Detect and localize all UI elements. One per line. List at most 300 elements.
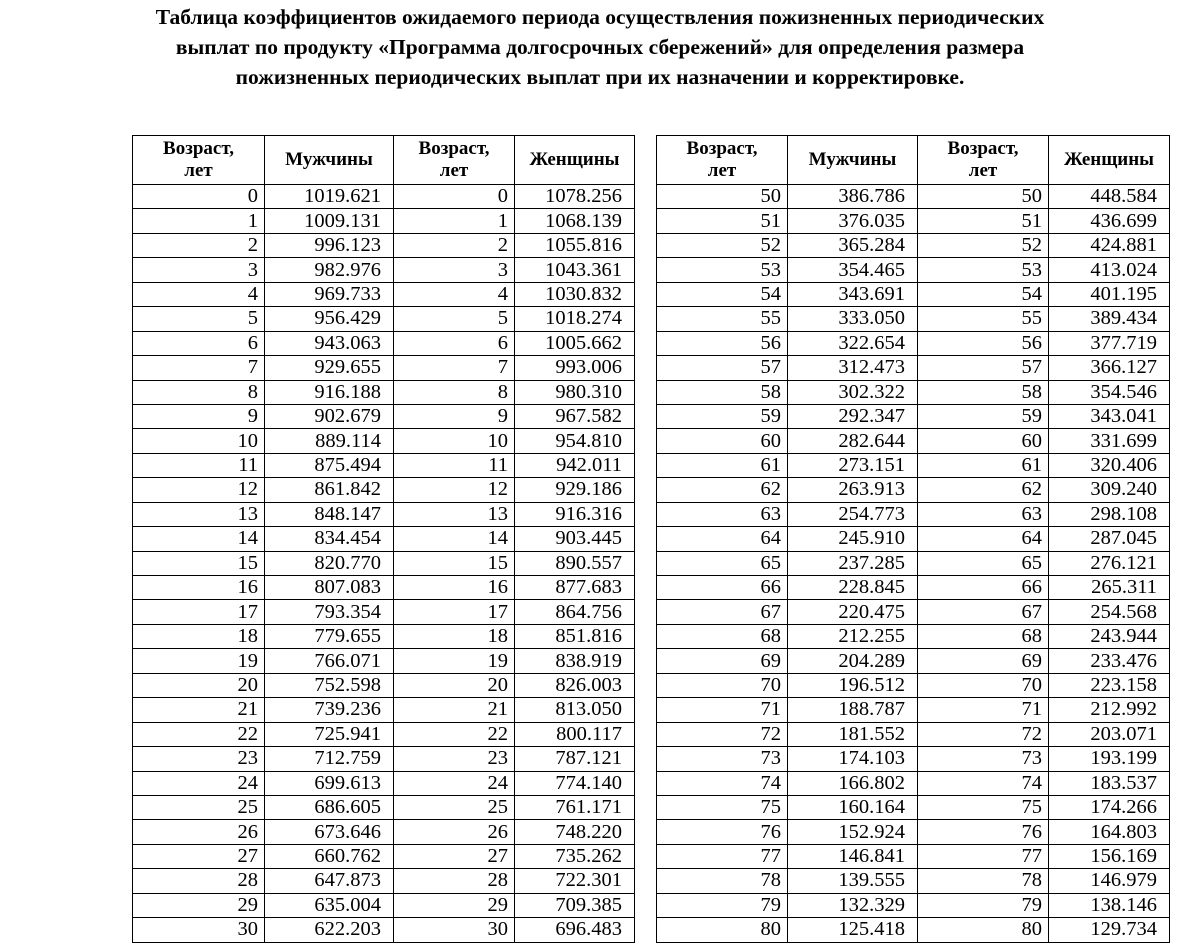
age-women-cell: 53 — [918, 258, 1049, 282]
age-women-cell: 51 — [918, 209, 1049, 233]
age-men-cell: 72 — [657, 722, 788, 746]
age-women-cell: 67 — [918, 600, 1049, 624]
table-row — [657, 747, 1170, 771]
age-men-cell: 7 — [133, 356, 265, 380]
women-coefficient-cell: 354.546 — [1049, 380, 1170, 404]
age-men-cell: 4 — [133, 282, 265, 306]
age-women-cell: 16 — [394, 576, 515, 600]
women-coefficient-cell: 735.262 — [515, 844, 635, 868]
women-coefficient-cell: 129.734 — [1049, 918, 1170, 942]
age-men-cell: 61 — [657, 453, 788, 477]
table-row — [657, 600, 1170, 624]
age-women-cell: 27 — [394, 844, 515, 868]
age-men-cell: 68 — [657, 624, 788, 648]
men-header: Мужчины — [788, 136, 918, 185]
women-coefficient-cell: 864.756 — [515, 600, 635, 624]
age-men-cell: 18 — [133, 624, 265, 648]
age-men-cell: 69 — [657, 649, 788, 673]
table-row — [657, 795, 1170, 819]
age-men-cell: 27 — [133, 844, 265, 868]
table-row — [133, 747, 635, 771]
age-women-cell: 59 — [918, 404, 1049, 428]
women-coefficient-cell: 800.117 — [515, 722, 635, 746]
age-women-cell: 10 — [394, 429, 515, 453]
age-header-label: Возраст, — [163, 138, 234, 159]
age-women-cell: 17 — [394, 600, 515, 624]
men-coefficient-cell: 647.873 — [265, 869, 394, 893]
age-women-cell: 54 — [918, 282, 1049, 306]
age-men-cell: 14 — [133, 527, 265, 551]
age-men-cell: 2 — [133, 233, 265, 257]
women-coefficient-cell: 993.006 — [515, 356, 635, 380]
table-row — [657, 429, 1170, 453]
age-men-cell: 67 — [657, 600, 788, 624]
age-men-cell: 12 — [133, 478, 265, 502]
men-coefficient-cell: 752.598 — [265, 673, 394, 697]
table-row — [133, 673, 635, 697]
age-women-cell: 3 — [394, 258, 515, 282]
age-women-cell: 24 — [394, 771, 515, 795]
age-men-cell: 11 — [133, 453, 265, 477]
women-coefficient-cell: 448.584 — [1049, 185, 1170, 209]
women-coefficient-cell: 813.050 — [515, 698, 635, 722]
age-women-cell: 19 — [394, 649, 515, 673]
men-coefficient-cell: 779.655 — [265, 624, 394, 648]
age-men-cell: 9 — [133, 404, 265, 428]
age-women-cell: 29 — [394, 893, 515, 917]
women-coefficient-cell: 916.316 — [515, 502, 635, 526]
table-row — [657, 502, 1170, 526]
women-coefficient-cell: 1018.274 — [515, 307, 635, 331]
table-row — [657, 282, 1170, 306]
table-row — [133, 356, 635, 380]
age-men-cell: 25 — [133, 795, 265, 819]
age-women-cell: 58 — [918, 380, 1049, 404]
header-row — [133, 136, 635, 185]
table-row — [657, 893, 1170, 917]
men-coefficient-cell: 766.071 — [265, 649, 394, 673]
age-women-cell: 75 — [918, 795, 1049, 819]
age-men-cell: 22 — [133, 722, 265, 746]
age-men-cell: 80 — [657, 918, 788, 942]
age-women-cell: 64 — [918, 527, 1049, 551]
women-coefficient-cell: 320.406 — [1049, 453, 1170, 477]
men-coefficient-cell: 302.322 — [788, 380, 918, 404]
table-row — [133, 282, 635, 306]
men-coefficient-cell: 982.976 — [265, 258, 394, 282]
men-coefficient-cell: 889.114 — [265, 429, 394, 453]
men-coefficient-cell: 166.802 — [788, 771, 918, 795]
age-women-cell: 63 — [918, 502, 1049, 526]
age-men-cell: 56 — [657, 331, 788, 355]
men-coefficient-cell: 660.762 — [265, 844, 394, 868]
table-row — [657, 527, 1170, 551]
women-coefficient-cell: 233.476 — [1049, 649, 1170, 673]
age-women-cell: 4 — [394, 282, 515, 306]
table-row — [657, 380, 1170, 404]
age-women-cell: 62 — [918, 478, 1049, 502]
table-row — [133, 649, 635, 673]
men-coefficient-cell: 181.552 — [788, 722, 918, 746]
women-coefficient-cell: 309.240 — [1049, 478, 1170, 502]
men-coefficient-cell: 228.845 — [788, 576, 918, 600]
table-row — [133, 185, 635, 209]
men-coefficient-cell: 263.913 — [788, 478, 918, 502]
table-row — [133, 893, 635, 917]
men-coefficient-cell: 807.083 — [265, 576, 394, 600]
men-coefficient-cell: 635.004 — [265, 893, 394, 917]
age-women-cell: 6 — [394, 331, 515, 355]
table-row — [657, 649, 1170, 673]
age-men-cell: 79 — [657, 893, 788, 917]
age-women-cell: 7 — [394, 356, 515, 380]
women-coefficient-cell: 838.919 — [515, 649, 635, 673]
women-coefficient-cell: 826.003 — [515, 673, 635, 697]
women-coefficient-cell: 890.557 — [515, 551, 635, 575]
age-header-label: Возраст, — [947, 138, 1019, 159]
women-coefficient-cell: 331.699 — [1049, 429, 1170, 453]
age-women-cell: 21 — [394, 698, 515, 722]
age-men-cell: 3 — [133, 258, 265, 282]
age-women-cell: 22 — [394, 722, 515, 746]
men-coefficient-cell: 237.285 — [788, 551, 918, 575]
table-row — [657, 356, 1170, 380]
age-men-cell: 50 — [657, 185, 788, 209]
women-coefficient-cell: 183.537 — [1049, 771, 1170, 795]
table-row — [657, 307, 1170, 331]
age-women-cell: 65 — [918, 551, 1049, 575]
men-coefficient-cell: 956.429 — [265, 307, 394, 331]
women-coefficient-cell: 1005.662 — [515, 331, 635, 355]
men-coefficient-cell: 929.655 — [265, 356, 394, 380]
table-row — [657, 771, 1170, 795]
table-row — [133, 453, 635, 477]
age-women-cell: 70 — [918, 673, 1049, 697]
header-row — [657, 136, 1170, 185]
women-coefficient-cell: 203.071 — [1049, 722, 1170, 746]
table-row — [133, 502, 635, 526]
age-women-cell: 73 — [918, 747, 1049, 771]
age-women-cell: 71 — [918, 698, 1049, 722]
women-coefficient-cell: 193.199 — [1049, 747, 1170, 771]
table-row — [133, 478, 635, 502]
age-men-header — [657, 136, 788, 185]
table-row — [657, 918, 1170, 942]
table-row — [657, 624, 1170, 648]
men-coefficient-cell: 686.605 — [265, 795, 394, 819]
women-coefficient-cell: 709.385 — [515, 893, 635, 917]
men-coefficient-cell: 196.512 — [788, 673, 918, 697]
table-row — [133, 600, 635, 624]
age-men-cell: 76 — [657, 820, 788, 844]
age-men-cell: 60 — [657, 429, 788, 453]
men-coefficient-cell: 220.475 — [788, 600, 918, 624]
age-men-header — [133, 136, 265, 185]
men-coefficient-cell: 673.646 — [265, 820, 394, 844]
age-men-cell: 15 — [133, 551, 265, 575]
women-coefficient-cell: 413.024 — [1049, 258, 1170, 282]
men-coefficient-cell: 712.759 — [265, 747, 394, 771]
table-row — [657, 209, 1170, 233]
men-coefficient-cell: 139.555 — [788, 869, 918, 893]
age-men-cell: 51 — [657, 209, 788, 233]
men-coefficient-cell: 245.910 — [788, 527, 918, 551]
table-row — [133, 551, 635, 575]
women-coefficient-cell: 1078.256 — [515, 185, 635, 209]
men-coefficient-cell: 152.924 — [788, 820, 918, 844]
women-coefficient-cell: 243.944 — [1049, 624, 1170, 648]
page-title: Таблица коэффициентов ожидаемого периода осуществления пожизненных периодических выплат по продукту «Программа долгосрочных сбережений» для определения размера пожизненных периодических выплат при их назначении и корректировке. — [155, 5, 1045, 89]
coefficients-table-right — [656, 135, 1170, 943]
women-coefficient-cell: 254.568 — [1049, 600, 1170, 624]
men-coefficient-cell: 132.329 — [788, 893, 918, 917]
table-row — [657, 551, 1170, 575]
age-men-cell: 54 — [657, 282, 788, 306]
age-women-cell: 60 — [918, 429, 1049, 453]
men-coefficient-cell: 204.289 — [788, 649, 918, 673]
age-men-cell: 65 — [657, 551, 788, 575]
table-row — [133, 795, 635, 819]
men-coefficient-cell: 943.063 — [265, 331, 394, 355]
men-coefficient-cell: 254.773 — [788, 502, 918, 526]
age-men-cell: 24 — [133, 771, 265, 795]
table-row — [657, 404, 1170, 428]
men-coefficient-cell: 861.842 — [265, 478, 394, 502]
age-women-cell: 76 — [918, 820, 1049, 844]
age-men-cell: 52 — [657, 233, 788, 257]
age-men-cell: 16 — [133, 576, 265, 600]
men-coefficient-cell: 996.123 — [265, 233, 394, 257]
age-men-cell: 8 — [133, 380, 265, 404]
men-coefficient-cell: 376.035 — [788, 209, 918, 233]
women-coefficient-cell: 156.169 — [1049, 844, 1170, 868]
age-men-cell: 55 — [657, 307, 788, 331]
men-coefficient-cell: 1009.131 — [265, 209, 394, 233]
women-coefficient-cell: 298.108 — [1049, 502, 1170, 526]
coefficients-table-left — [132, 135, 635, 943]
women-coefficient-cell: 696.483 — [515, 918, 635, 942]
age-women-cell: 0 — [394, 185, 515, 209]
women-coefficient-cell: 761.171 — [515, 795, 635, 819]
age-women-cell: 69 — [918, 649, 1049, 673]
women-coefficient-cell: 787.121 — [515, 747, 635, 771]
table-row — [657, 258, 1170, 282]
women-coefficient-cell: 1030.832 — [515, 282, 635, 306]
men-coefficient-cell: 282.644 — [788, 429, 918, 453]
table-row — [133, 869, 635, 893]
age-women-cell: 72 — [918, 722, 1049, 746]
men-coefficient-cell: 354.465 — [788, 258, 918, 282]
age-women-cell: 18 — [394, 624, 515, 648]
age-women-header — [394, 136, 515, 185]
age-men-cell: 28 — [133, 869, 265, 893]
women-coefficient-cell: 967.582 — [515, 404, 635, 428]
age-women-cell: 1 — [394, 209, 515, 233]
age-women-cell: 77 — [918, 844, 1049, 868]
table-row — [133, 307, 635, 331]
age-women-cell: 28 — [394, 869, 515, 893]
age-men-cell: 75 — [657, 795, 788, 819]
men-header: Мужчины — [265, 136, 394, 185]
age-men-cell: 29 — [133, 893, 265, 917]
table-row — [133, 576, 635, 600]
table-row — [657, 722, 1170, 746]
women-coefficient-cell: 1055.816 — [515, 233, 635, 257]
age-women-cell: 55 — [918, 307, 1049, 331]
women-header: Женщины — [1049, 136, 1170, 185]
women-coefficient-cell: 1043.361 — [515, 258, 635, 282]
age-men-cell: 62 — [657, 478, 788, 502]
age-men-cell: 13 — [133, 502, 265, 526]
age-header-label: Возраст, — [686, 138, 758, 159]
table-row — [133, 331, 635, 355]
men-coefficient-cell: 273.151 — [788, 453, 918, 477]
women-coefficient-cell: 748.220 — [515, 820, 635, 844]
women-coefficient-cell: 174.266 — [1049, 795, 1170, 819]
age-men-cell: 17 — [133, 600, 265, 624]
men-coefficient-cell: 386.786 — [788, 185, 918, 209]
men-coefficient-cell: 146.841 — [788, 844, 918, 868]
age-men-cell: 20 — [133, 673, 265, 697]
age-men-cell: 26 — [133, 820, 265, 844]
age-women-cell: 57 — [918, 356, 1049, 380]
age-women-cell: 25 — [394, 795, 515, 819]
table-row — [133, 844, 635, 868]
table-row — [657, 453, 1170, 477]
men-coefficient-cell: 343.691 — [788, 282, 918, 306]
table-row — [133, 771, 635, 795]
women-coefficient-cell: 942.011 — [515, 453, 635, 477]
age-women-cell: 12 — [394, 478, 515, 502]
women-coefficient-cell: 774.140 — [515, 771, 635, 795]
age-men-cell: 30 — [133, 918, 265, 942]
men-coefficient-cell: 834.454 — [265, 527, 394, 551]
men-coefficient-cell: 739.236 — [265, 698, 394, 722]
age-men-cell: 6 — [133, 331, 265, 355]
age-women-cell: 15 — [394, 551, 515, 575]
men-coefficient-cell: 902.679 — [265, 404, 394, 428]
women-coefficient-cell: 389.434 — [1049, 307, 1170, 331]
age-men-cell: 10 — [133, 429, 265, 453]
age-men-cell: 57 — [657, 356, 788, 380]
men-coefficient-cell: 622.203 — [265, 918, 394, 942]
age-men-cell: 23 — [133, 747, 265, 771]
women-coefficient-cell: 722.301 — [515, 869, 635, 893]
age-women-cell: 14 — [394, 527, 515, 551]
table-row — [133, 429, 635, 453]
men-coefficient-cell: 322.654 — [788, 331, 918, 355]
women-coefficient-cell: 343.041 — [1049, 404, 1170, 428]
age-women-cell: 23 — [394, 747, 515, 771]
women-coefficient-cell: 954.810 — [515, 429, 635, 453]
men-coefficient-cell: 875.494 — [265, 453, 394, 477]
men-coefficient-cell: 916.188 — [265, 380, 394, 404]
table-row — [133, 527, 635, 551]
age-men-cell: 64 — [657, 527, 788, 551]
table-row — [133, 258, 635, 282]
age-women-cell: 9 — [394, 404, 515, 428]
age-women-cell: 20 — [394, 673, 515, 697]
women-coefficient-cell: 929.186 — [515, 478, 635, 502]
age-men-cell: 1 — [133, 209, 265, 233]
table-row — [133, 698, 635, 722]
men-coefficient-cell: 1019.621 — [265, 185, 394, 209]
men-coefficient-cell: 820.770 — [265, 551, 394, 575]
age-women-cell: 8 — [394, 380, 515, 404]
age-women-cell: 26 — [394, 820, 515, 844]
age-men-cell: 0 — [133, 185, 265, 209]
age-women-cell: 78 — [918, 869, 1049, 893]
age-men-cell: 21 — [133, 698, 265, 722]
men-coefficient-cell: 188.787 — [788, 698, 918, 722]
age-men-cell: 73 — [657, 747, 788, 771]
age-header-label: Возраст, — [418, 138, 490, 159]
age-men-cell: 58 — [657, 380, 788, 404]
table-row — [133, 820, 635, 844]
age-women-cell: 5 — [394, 307, 515, 331]
table-row — [133, 209, 635, 233]
men-coefficient-cell: 793.354 — [265, 600, 394, 624]
women-coefficient-cell: 877.683 — [515, 576, 635, 600]
table-row — [133, 404, 635, 428]
age-header-unit: лет — [184, 160, 213, 181]
men-coefficient-cell: 969.733 — [265, 282, 394, 306]
table-row — [133, 722, 635, 746]
table-row — [657, 478, 1170, 502]
women-coefficient-cell: 851.816 — [515, 624, 635, 648]
men-coefficient-cell: 312.473 — [788, 356, 918, 380]
men-coefficient-cell: 292.347 — [788, 404, 918, 428]
age-men-cell: 5 — [133, 307, 265, 331]
age-women-cell: 50 — [918, 185, 1049, 209]
age-men-cell: 74 — [657, 771, 788, 795]
women-coefficient-cell: 287.045 — [1049, 527, 1170, 551]
women-coefficient-cell: 138.146 — [1049, 893, 1170, 917]
men-coefficient-cell: 174.103 — [788, 747, 918, 771]
age-women-cell: 68 — [918, 624, 1049, 648]
women-header: Женщины — [515, 136, 635, 185]
age-men-cell: 78 — [657, 869, 788, 893]
table-row — [133, 918, 635, 942]
women-coefficient-cell: 401.195 — [1049, 282, 1170, 306]
table-row — [657, 185, 1170, 209]
women-coefficient-cell: 424.881 — [1049, 233, 1170, 257]
table-row — [657, 820, 1170, 844]
women-coefficient-cell: 1068.139 — [515, 209, 635, 233]
women-coefficient-cell: 903.445 — [515, 527, 635, 551]
age-women-header — [918, 136, 1049, 185]
age-women-cell: 11 — [394, 453, 515, 477]
age-men-cell: 66 — [657, 576, 788, 600]
women-coefficient-cell: 366.127 — [1049, 356, 1170, 380]
age-women-cell: 56 — [918, 331, 1049, 355]
table-row — [657, 576, 1170, 600]
age-women-cell: 79 — [918, 893, 1049, 917]
table-row — [657, 331, 1170, 355]
men-coefficient-cell: 160.164 — [788, 795, 918, 819]
men-coefficient-cell: 333.050 — [788, 307, 918, 331]
women-coefficient-cell: 276.121 — [1049, 551, 1170, 575]
women-coefficient-cell: 212.992 — [1049, 698, 1170, 722]
women-coefficient-cell: 223.158 — [1049, 673, 1170, 697]
age-header-unit: лет — [707, 160, 737, 181]
table-row — [133, 624, 635, 648]
women-coefficient-cell: 164.803 — [1049, 820, 1170, 844]
men-coefficient-cell: 365.284 — [788, 233, 918, 257]
age-women-cell: 30 — [394, 918, 515, 942]
age-women-cell: 74 — [918, 771, 1049, 795]
age-header-unit: лет — [439, 160, 469, 181]
